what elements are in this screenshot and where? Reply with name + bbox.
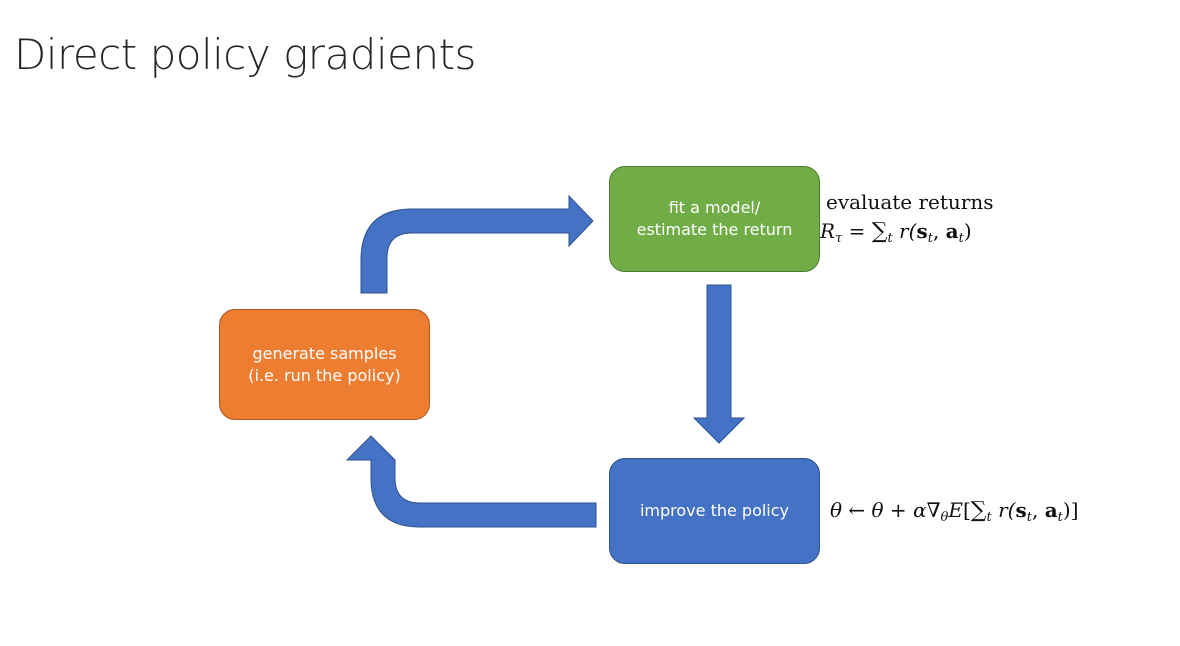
sum-subscript: t	[887, 231, 893, 246]
state-subscript: t	[1026, 510, 1032, 525]
close-bracket: )]	[1062, 498, 1079, 522]
return-formula	[820, 219, 972, 244]
generate-samples-line2: (i.e. run the policy)	[248, 365, 401, 385]
generate-samples-line1: generate samples	[252, 343, 397, 363]
close-paren: )	[963, 219, 972, 243]
reward-function: r(	[892, 219, 917, 243]
state-symbol: s	[916, 219, 928, 243]
action-symbol: a	[945, 219, 959, 243]
state-symbol: s	[1015, 498, 1027, 522]
fit-model-line1: fit a model/	[668, 198, 761, 217]
slide-title: Direct policy gradients	[14, 30, 476, 79]
comma: ,	[932, 219, 946, 243]
action-subscript: t	[958, 231, 964, 246]
return-symbol: R	[820, 219, 836, 243]
equals-sign: =	[842, 219, 872, 243]
fit-model-line2: estimate the return	[636, 220, 793, 239]
arrow-generate-to-fit	[361, 196, 593, 293]
action-symbol: a	[1044, 498, 1058, 522]
reward-function: r(	[991, 498, 1016, 522]
assign-arrow: ←	[842, 498, 872, 522]
expectation-symbol: E	[948, 498, 963, 522]
evaluate-returns-label: evaluate returns	[826, 190, 994, 214]
open-bracket: [	[962, 498, 971, 522]
return-subscript: τ	[835, 231, 843, 246]
nabla-subscript: θ	[940, 510, 949, 525]
sum-symbol: ∑	[871, 219, 888, 244]
state-subscript: t	[927, 231, 933, 246]
policy-update-formula	[830, 498, 1079, 523]
improve-policy-line1: improve the policy	[639, 501, 790, 520]
fit-model-box	[609, 166, 820, 272]
theta-symbol: θ	[830, 498, 843, 522]
theta-symbol: θ	[871, 498, 884, 522]
nabla-symbol: ∇	[926, 498, 941, 522]
arrow-improve-to-generate	[347, 436, 596, 527]
sum-symbol: ∑	[970, 498, 987, 523]
alpha-symbol: α	[913, 498, 927, 522]
comma: ,	[1031, 498, 1045, 522]
action-subscript: t	[1057, 510, 1063, 525]
arrow-fit-to-improve	[694, 285, 744, 443]
plus-sign: +	[883, 498, 914, 522]
improve-policy-box	[609, 458, 820, 564]
sum-subscript: t	[986, 510, 992, 525]
generate-samples-box	[219, 309, 430, 420]
